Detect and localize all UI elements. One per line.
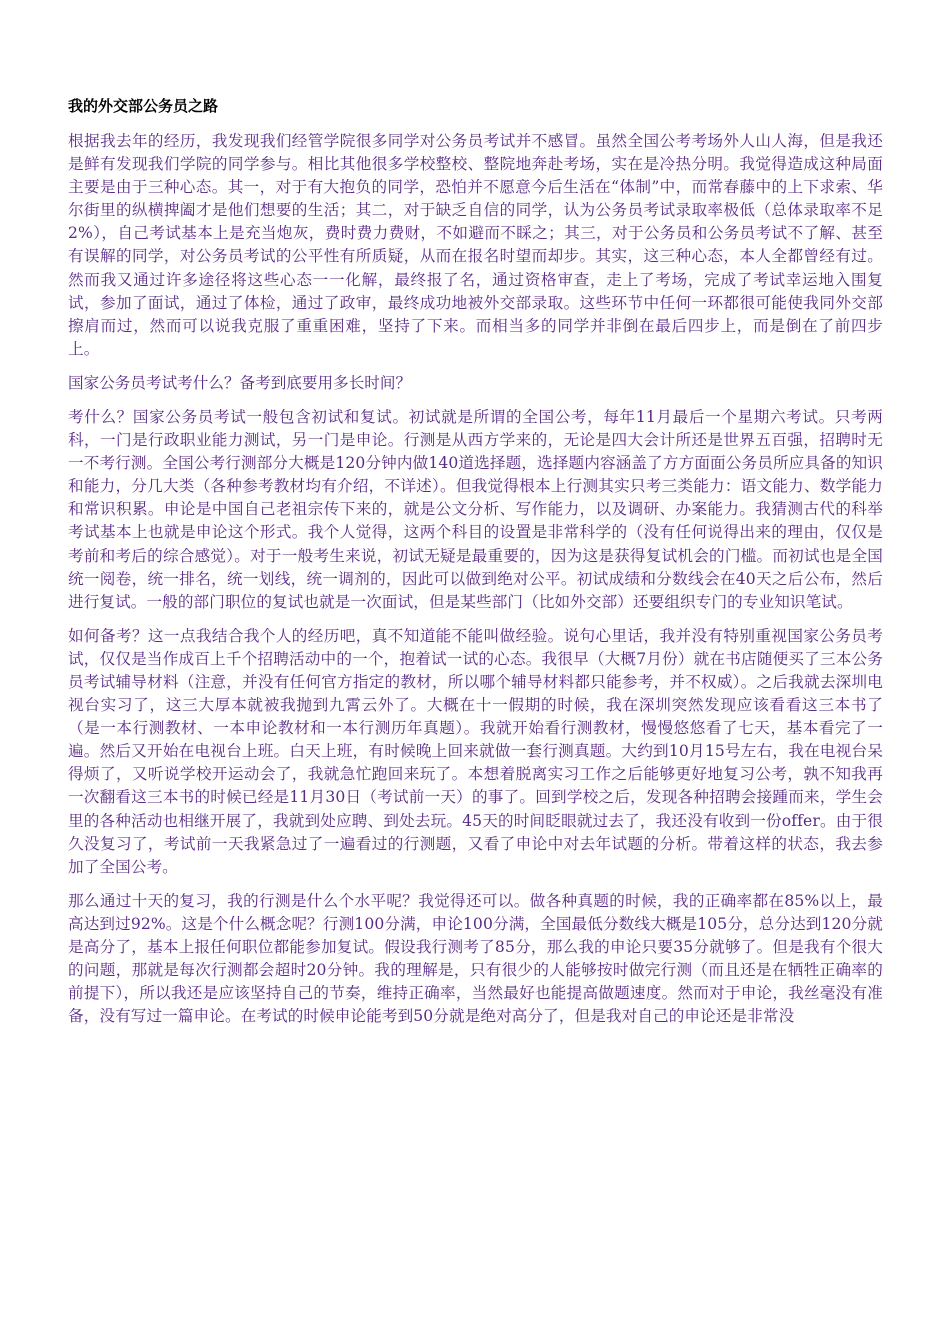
section-question: 国家公务员考试考什么？备考到底要用多长时间？: [68, 373, 412, 392]
paragraph-intro: 根据我去年的经历，我发现我们经管学院很多同学对公务员考试并不感冒。虽然全国公考考场外人山人海，但是我还是鲜有发现我们学院的同学参与。相比其他很多学校整校、整院地奔赴考场，实在是冷热分明。我觉得造成这种局面主要是由于三种心态。其一，对于有大抱负的同学，恐怕并不愿意今后生活在“体制”中，而常春藤中的上下求索、华尔街里的纵横捭阖才是他们想要的生活；其二，对于缺乏自信的同学，认为公务员考试录取率极低（总体录取率不足2%），自己考试基本上是充当炮灰，费时费力费财，不如避而不睬之；其三，对于公务员和公务员考试不了解、甚至有误解的同学，对公务员考试的公平性有所质疑，从而在报名时望而却步。其实，这三种心态，本人全都曾经有过。然而我又通过许多途径将这些心态一一化解，最终报了名，通过资格审查，走上了考场，完成了考试幸运地入围复试，参加了面试，通过了体检，通过了政审，最终成功地被外交部录取。这些环节中任何一环都很可能使我同外交部擦肩而过，然而可以说我克服了重重困难，坚持了下来。而相当多的同学并非倒在最后四步上，而是倒在了前四步上。: [68, 132, 883, 358]
document-title: 我的外交部公务员之路: [68, 97, 219, 115]
paragraph-what-to-test: 考什么？国家公务员考试一般包含初试和复试。初试就是所谓的全国公考，每年11月最后一个星期六考试。只考两科，一门是行政职业能力测试，另一门是申论。行测是从西方学来的，无论是四大会计所还是世界五百强，招聘时无一不考行测。全国公考行测部分大概是120分钟内做140道选择题，选择题内容涵盖了方方面面公务员所应具备的知识和能力，分几大类（各种参考教材均有介绍，不详述）。但我觉得根本上行测其实只考三类能力：语文能力、数学能力和常识积累。申论是中国自己老祖宗传下来的，就是公文分析、写作能力，以及调研、办案能力。我猜测古代的科举考试基本上也就是申论这个形式。我个人觉得，这两个科目的设置是非常科学的（没有任何说得出来的理由，仅仅是考前和考后的综合感觉）。对于一般考生来说，初试无疑是最重要的，因为这是获得复试机会的门槛。而初试也是全国统一阅卷，统一排名，统一划线，统一调剂的，因此可以做到绝对公平。初试成绩和分数线会在40天之后公布，然后进行复试。一般的部门职位的复试也就是一次面试，但是某些部门（比如外交部）还要组织专门的专业知识笔试。: [68, 407, 883, 611]
paragraph-how-to-prepare: 如何备考？这一点我结合我个人的经历吧，真不知道能不能叫做经验。说句心里话，我并没有特别重视国家公务员考试，仅仅是当作成百上千个招聘活动中的一个，抱着试一试的心态。我很早（大概7月份）就在书店随便买了三本公务员考试辅导材料（注意，并没有任何官方指定的教材，所以哪个辅导材料都只能参考，并不权威）。之后我就去深圳电视台实习了，这三大厚本就被我抛到九霄云外了。大概在十一假期的时候，我在深圳突然发现应该看看这三本书了（是一本行测教材、一本申论教材和一本行测历年真题）。我就开始看行测教材，慢慢悠悠看了七天，基本看完了一遍。然后又开始在电视台上班。白天上班，有时候晚上回来就做一套行测真题。大约到10月15号左右，我在电视台呆得烦了，又听说学校开运动会了，我就急忙跑回来玩了。本想着脱离实习工作之后能够更好地复习公考，孰不知我再一次翻看这三本书的时候已经是11月30日（考试前一天）的事了。回到学校之后，发现各种招聘会接踵而来，学生会里的各种活动也相继开展了，我就到处应聘、到处去玩。45天的时间眨眼就过去了，我还没有收到一份offer。由于很久没复习了，考试前一天我紧急过了一遍看过的行测题，又看了申论中对去年试题的分析。带着这样的状态，我去参加了全国公考。: [68, 626, 883, 876]
document-page: [68, 96, 883, 1039]
paragraph-review-level: 那么通过十天的复习，我的行测是什么个水平呢？我觉得还可以。做各种真题的时候，我的正确率都在85%以上，最高达到过92%。这是个什么概念呢？行测100分满，申论100分满，全国最低分数线大概是105分，总分达到120分就是高分了，基本上报任何职位都能参加复试。假设我行测考了85分，那么我的申论只要35分就够了。但是我有个很大的问题，那就是每次行测都会超时20分钟。我的理解是，只有很少的人能够按时做完行测（而且还是在牺牲正确率的前提下），所以我还是应该坚持自己的节奏，维持正确率，当然最好也能提高做题速度。然而对于申论，我丝毫没有准备，没有写过一篇申论。在考试的时候申论能考到50分就是绝对高分了，但是我对自己的申论还是非常没: [68, 891, 883, 1026]
